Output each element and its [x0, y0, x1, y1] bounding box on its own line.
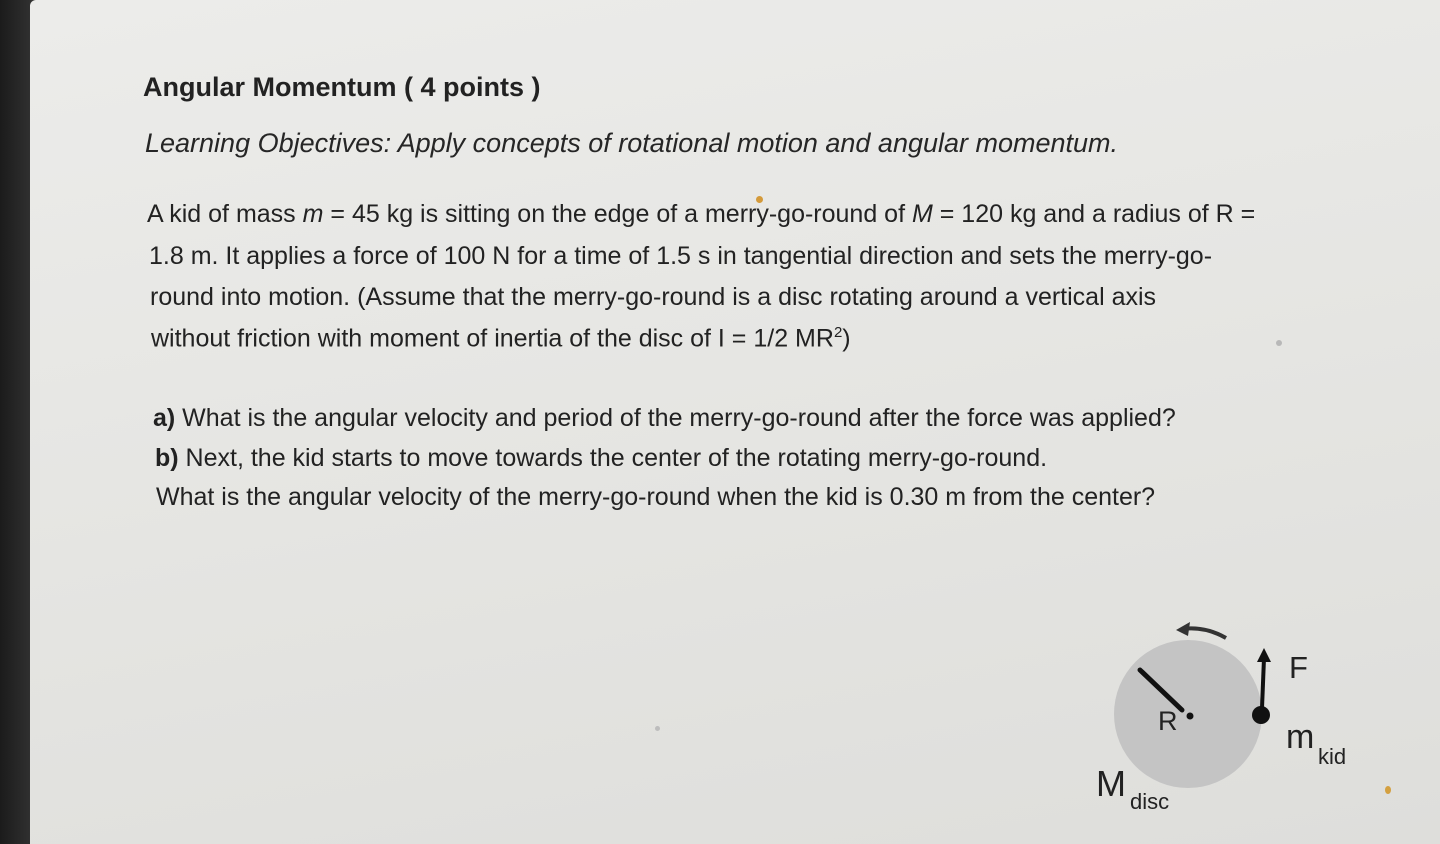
kid-mass-label: m: [1286, 718, 1315, 756]
kid-dot: [1252, 706, 1270, 724]
disc-mass-label: M: [1096, 763, 1126, 804]
merry-go-round-diagram: [1060, 610, 1420, 830]
question-b-label: b): [155, 444, 179, 472]
disc-mass-subscript: disc: [1130, 789, 1170, 814]
problem-line-2: 1.8 m. It applies a force of 100 N for a time of 1.5 s in tangential direction and sets the merry-go-: [149, 242, 1213, 270]
question-a-text: What is the angular velocity and period of the merry-go-round after the force was applied?: [175, 404, 1176, 432]
question-b-text: Next, the kid starts to move towards the center of the rotating merry-go-round.: [178, 444, 1048, 472]
problem-text: without friction with moment of inertia of the disc of I = 1/2 MR: [151, 324, 834, 353]
problem-text: = 120 kg and a radius of R =: [932, 200, 1256, 228]
problem-line-1: [147, 200, 1255, 229]
question-a: [153, 404, 1176, 433]
force-arrow-shaft: [1262, 658, 1264, 708]
radius-label: R: [1158, 706, 1178, 736]
kid-mass-subscript: kid: [1318, 744, 1347, 769]
center-dot: [1187, 713, 1194, 720]
disc-mass-symbol: M: [911, 200, 933, 228]
paper-speck: [1276, 340, 1282, 346]
question-b-continued: What is the angular velocity of the merry-go-round when the kid is 0.30 m from the center?: [156, 483, 1156, 511]
problem-text: = 45 kg is sitting on the edge of a merry-go-round of: [323, 200, 912, 228]
exponent: 2: [833, 324, 843, 341]
question-b: [155, 444, 1047, 473]
question-a-label: a): [153, 404, 176, 432]
learning-objectives: Learning Objectives: Apply concepts of rotational motion and angular momentum.: [145, 128, 1119, 158]
problem-line-4: [151, 324, 851, 353]
kid-mass-symbol: m: [302, 200, 324, 228]
page-title: Angular Momentum ( 4 points ): [143, 72, 541, 102]
force-label: F: [1289, 650, 1308, 685]
rotation-arrowhead-icon: [1176, 622, 1190, 636]
force-arrowhead-icon: [1257, 648, 1271, 662]
problem-line-3: round into motion. (Assume that the merry-go-round is a disc rotating around a vertical axis: [150, 283, 1157, 311]
problem-text: A kid of mass: [147, 200, 303, 228]
paper-speck: [655, 726, 660, 731]
problem-text: ): [842, 324, 851, 353]
